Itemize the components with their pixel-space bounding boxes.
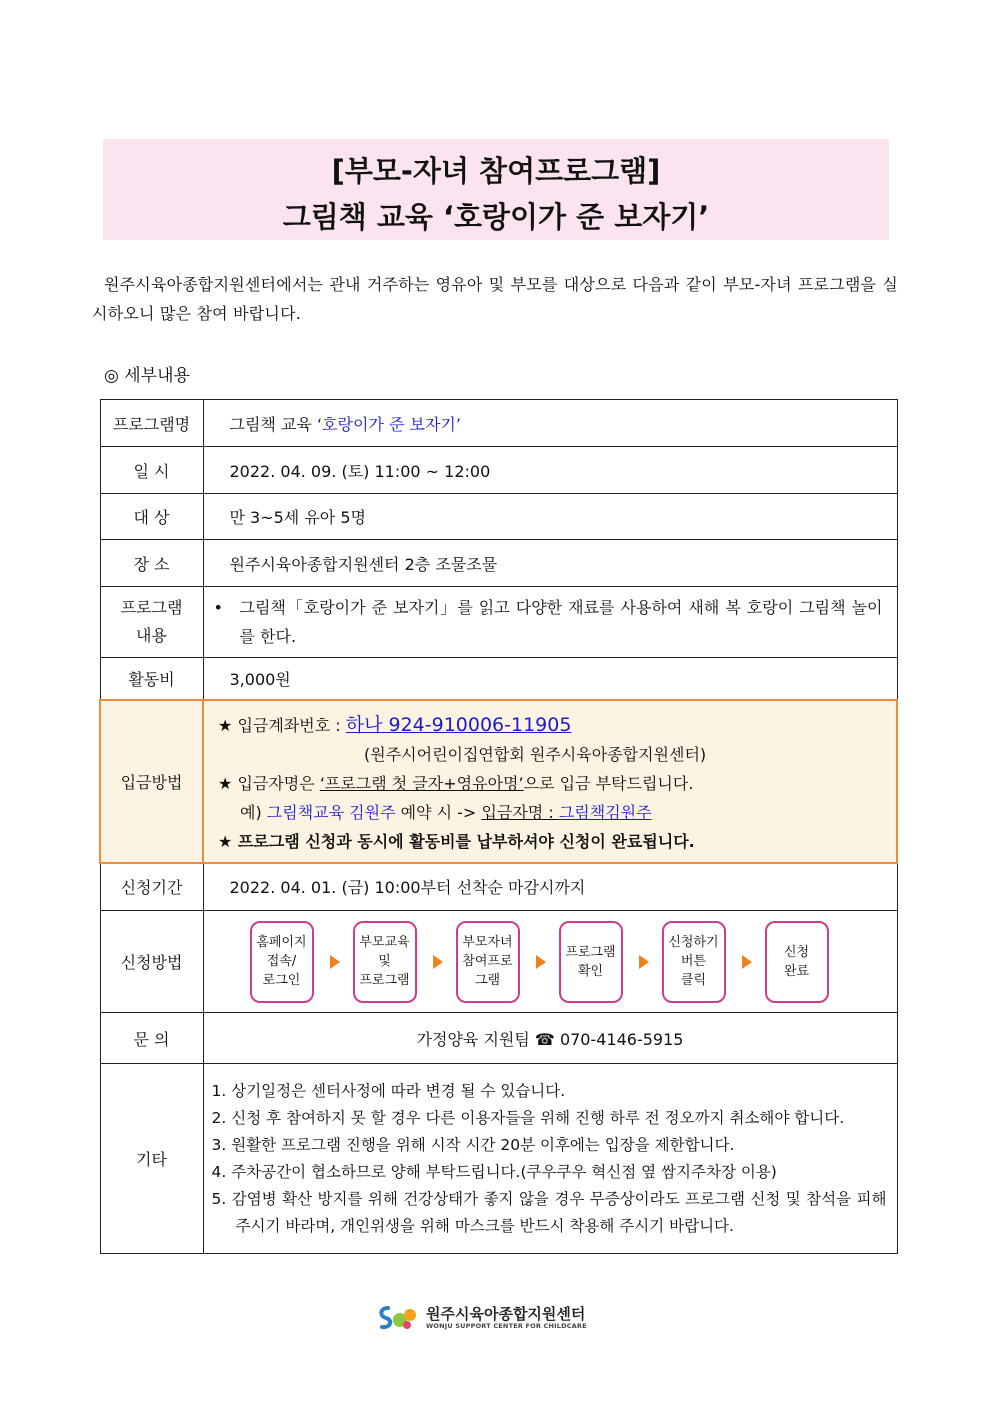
label-place: 장 소 (100, 540, 203, 587)
label-contact: 문 의 (100, 1013, 203, 1064)
value-method (203, 911, 897, 1013)
value-period: 2022. 04. 01. (금) 10:00부터 선착순 마감시까지 (203, 863, 897, 911)
value-target: 만 3~5세 유아 5명 (203, 494, 897, 540)
step-text: 프로그램 (359, 973, 410, 988)
star-icon: ★ (218, 831, 233, 851)
details-table (99, 399, 898, 1254)
step-text: 접속/ (266, 954, 297, 969)
label-target: 대 상 (100, 494, 203, 540)
example-prefix: 예) (240, 802, 267, 822)
row-place (100, 540, 897, 587)
org-name-en: WONJU SUPPORT CENTER FOR CHILDCARE (426, 1322, 587, 1330)
misc-item: 4. 주차공간이 협소하므로 양해 부탁드립니다.(쿠우쿠우 혁신점 옆 쌈지주차장 이용) (211, 1162, 777, 1181)
step-text: 및 (378, 954, 391, 969)
value-misc (203, 1064, 897, 1254)
row-misc (100, 1064, 897, 1254)
step-text: 완료 (783, 963, 810, 979)
misc-item: 2. 신청 후 참여하지 못 할 경우 다른 이용자들을 위해 진행 하루 전 정오까지 취소해야 합니다. (211, 1108, 845, 1127)
program-prefix: 그림책 교육 (229, 414, 317, 434)
content-text: 그림책「호랑이가 준 보자기」를 읽고 다양한 재료를 사용하여 새해 복 호랑이 그림책 놀이를 한다. (239, 598, 883, 646)
misc-item: 1. 상기일정은 센터사정에 따라 변경 될 수 있습니다. (211, 1081, 566, 1100)
arrow-right-icon (639, 955, 649, 969)
row-payment (100, 700, 897, 863)
intro-paragraph: 원주시육아종합지원센터에서는 관내 거주하는 영유아 및 부모를 대상으로 다음과 같이 부모-자녀 프로그램을 실시하오니 많은 참여 바랍니다. (92, 275, 898, 323)
payment-notice: 프로그램 신청과 동시에 활동비를 납부하셔야 신청이 완료됩니다. (237, 831, 695, 851)
value-fee: 3,000원 (203, 658, 897, 700)
star-icon: ★ (218, 773, 233, 793)
value-place: 원주시육아종합지원센터 2층 조물조물 (203, 540, 897, 587)
program-title: ‘호랑이가 준 보자기’ (316, 414, 461, 434)
example-value: 그림책김원주 (558, 802, 652, 822)
account-number: 하나 924-910006-11905 (345, 713, 572, 736)
step-homepage-login (250, 921, 314, 1003)
step-text: 신청 (783, 944, 810, 960)
misc-item: 5. 감염병 확산 방지를 위해 건강상태가 좋지 않을 경우 무증상이라도 프로그램 신청 및 참석을 피해주시기 바라며, 개인위생을 위해 마스크를 반드시 착용해 주시기 바랍니다. (211, 1189, 887, 1235)
value-content (203, 587, 897, 658)
center-logo-icon (376, 1303, 420, 1333)
title-banner (103, 139, 889, 240)
star-icon: ★ (218, 715, 233, 735)
step-complete (765, 921, 829, 1003)
step-text: 부모교육 (359, 935, 410, 950)
row-datetime (100, 447, 897, 494)
label-misc: 기타 (100, 1064, 203, 1254)
account-label: 입금계좌번호 : (237, 715, 346, 735)
label-period: 신청기간 (100, 863, 203, 911)
label-content (100, 587, 203, 658)
step-text: 로그인 (262, 973, 301, 988)
title-line-2: 그림책 교육 ‘호랑이가 준 보자기’ (282, 200, 710, 234)
step-text: 확인 (577, 963, 604, 979)
value-payment (203, 700, 897, 863)
arrow-right-icon (330, 955, 340, 969)
step-text: 버튼 (680, 954, 707, 969)
step-text: 참여프로 (462, 954, 513, 969)
arrow-right-icon (536, 955, 546, 969)
step-text: 부모자녀 (462, 935, 513, 950)
step-parent-education (353, 921, 417, 1003)
value-program-name (203, 400, 897, 447)
label-content-1: 프로그램 (120, 598, 183, 617)
value-datetime: 2022. 04. 09. (토) 11:00 ~ 12:00 (203, 447, 897, 494)
step-parent-child-program (456, 921, 520, 1003)
step-text: 신청하기 (668, 935, 719, 950)
row-target (100, 494, 897, 540)
step-text: 프로그램 (565, 944, 616, 960)
step-program-check (559, 921, 623, 1003)
misc-item: 3. 원활한 프로그램 진행을 위해 시작 시간 20분 이후에는 입장을 제한합니다. (211, 1135, 735, 1154)
example-mid: 예약 시 -> (395, 802, 482, 822)
label-payment: 입금방법 (100, 700, 203, 863)
step-text: 클릭 (680, 973, 707, 988)
step-text: 홈페이지 (256, 935, 307, 950)
arrow-right-icon (742, 955, 752, 969)
label-fee: 활동비 (100, 658, 203, 700)
arrow-right-icon (433, 955, 443, 969)
example-label: 입금자명 : (481, 802, 559, 822)
example-name: 그림책교육 김원주 (266, 802, 396, 822)
process-flow (204, 921, 897, 1003)
row-method (100, 911, 897, 1013)
row-program-name (100, 400, 897, 447)
account-holder: (원주시어린이집연합회 원주시육아종합지원센터) (364, 744, 707, 764)
label-program-name: 프로그램명 (100, 400, 203, 447)
section-heading: ◎ 세부내용 (104, 366, 190, 386)
step-text: 그램 (474, 973, 501, 988)
depositor-prefix: 입금자명은 (237, 773, 320, 793)
label-content-2: 내용 (136, 626, 167, 645)
depositor-suffix: 으로 입금 부탁드립니다. (523, 773, 694, 793)
depositor-rule: ‘프로그램 첫 글자+영유아명’ (319, 773, 524, 793)
row-period (100, 863, 897, 911)
title-line-1: [부모-자녀 참여프로그램] (331, 154, 661, 188)
value-contact (203, 1013, 897, 1064)
step-apply-button (662, 921, 726, 1003)
row-content (100, 587, 897, 658)
contact-phone: 070-4146-5915 (559, 1029, 684, 1049)
row-fee (100, 658, 897, 700)
contact-team: 가정양육 지원팀 (416, 1029, 530, 1049)
phone-icon: ☎ (534, 1029, 555, 1049)
label-datetime: 일 시 (100, 447, 203, 494)
row-contact (100, 1013, 897, 1064)
label-method: 신청방법 (100, 911, 203, 1013)
footer-logo (376, 1303, 587, 1333)
bullet: • (213, 598, 223, 617)
org-name: 원주시육아종합지원센터 (426, 1305, 586, 1323)
